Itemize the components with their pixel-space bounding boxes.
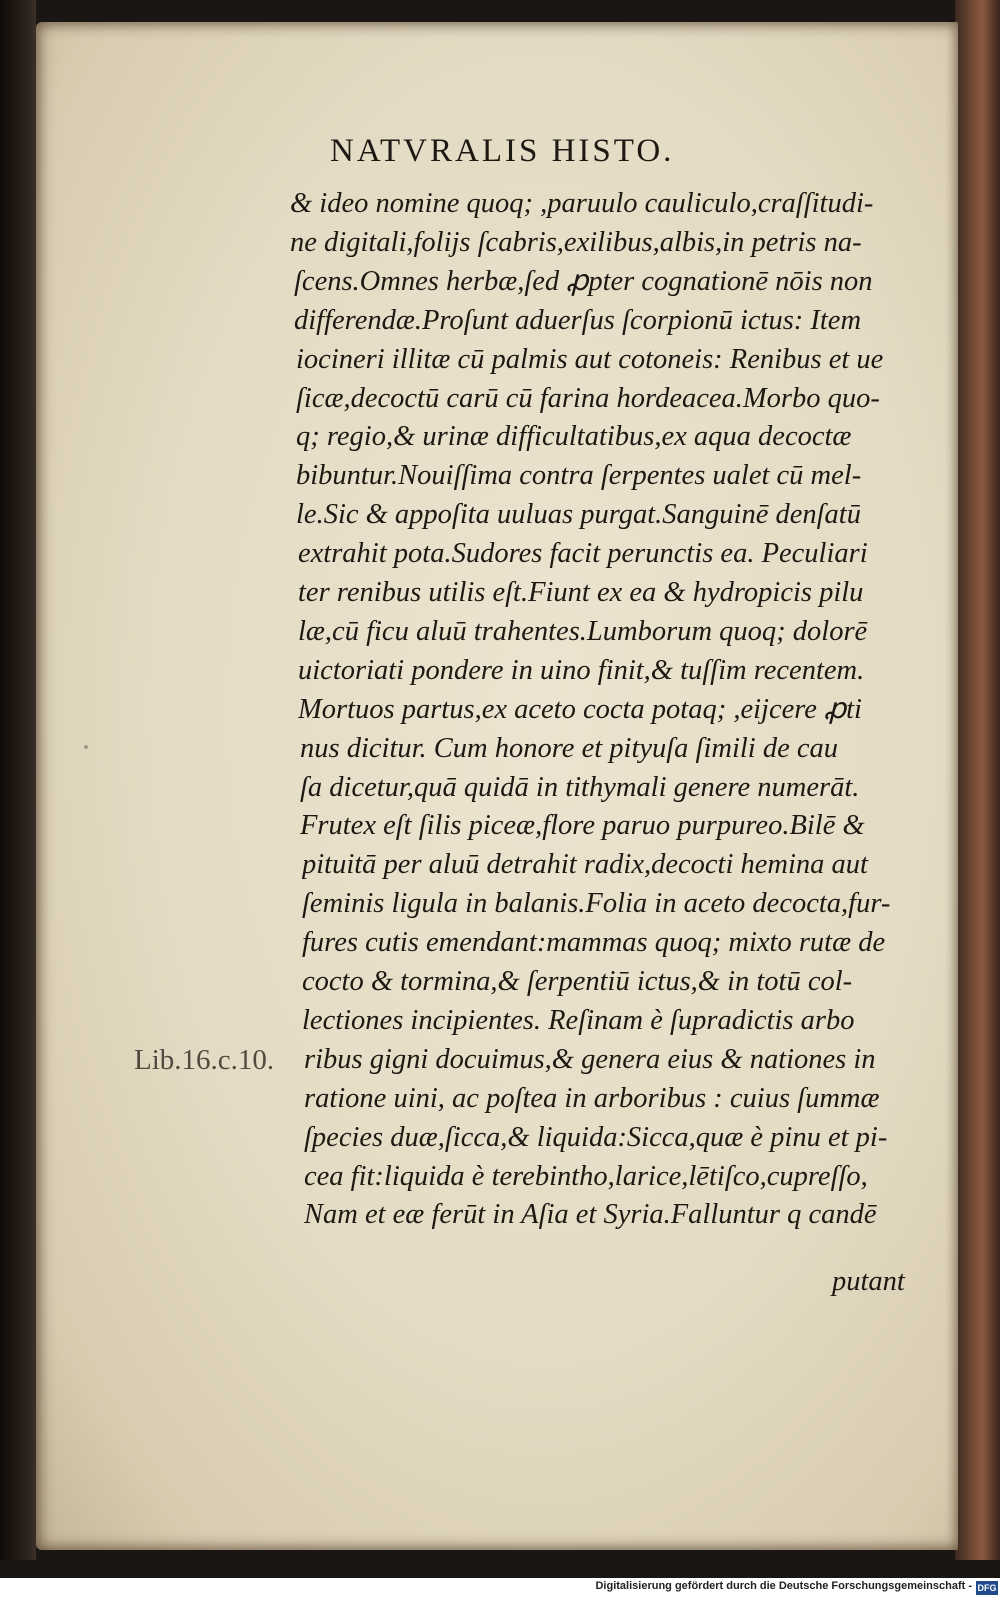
text-line: nus dicitur. Cum honore et pityuſa ſimili de cau	[300, 732, 839, 764]
text-line: Frutex eſt ſilis piceæ,flore paruo purpureo.Bilē &	[300, 810, 865, 842]
text-line: ſicæ,decoctū carū cū farina hordeacea.Morbo quo-	[296, 382, 880, 414]
footer-bar	[0, 1578, 1000, 1600]
text-line: differendæ.Proſunt aduerſus ſcorpionū ictus: Item	[294, 304, 862, 336]
text-line: ſa dicetur,quā quidā in tithymali genere numerāt.	[300, 771, 860, 803]
text-line: ſeminis ligula in balanis.Folia in aceto decocta,fur-	[302, 888, 891, 920]
text-line: fures cutis emendant:mammas quoq; mixto rutæ de	[302, 927, 886, 959]
text-line: ne digitali,folijs ſcabris,exilibus,albis,in petris na-	[290, 226, 862, 258]
text-line: læ,cū ficu aluū trahentes.Lumborum quoq; dolorē	[298, 615, 868, 647]
marginal-note: Lib.16.c.10.	[134, 1044, 275, 1076]
text-line: cea fit:liquida è terebintho,larice,lētiſco,cupreſſo,	[304, 1160, 868, 1192]
text-line: Nam et eæ ferūt in Aſia et Syria.Falluntur q candē	[304, 1199, 877, 1231]
footer-credit: Digitalisierung gefördert durch die Deutsche Forschungsgemeinschaft -	[595, 1580, 972, 1592]
text-line: pituitā per aluū detrahit radix,decocti hemina aut	[302, 849, 868, 881]
text-line: iocineri illitæ cū palmis aut cotoneis: Renibus et ue	[296, 343, 884, 375]
text-line: le.Sic & appoſita uuluas purgat.Sanguinē denſatū	[296, 499, 861, 531]
text-line: extrahit pota.Sudores facit perunctis ea. Peculiari	[298, 538, 868, 570]
catchword: putant	[832, 1266, 905, 1297]
text-line: ter renibus utilis eſt.Fiunt ex ea & hydropicis pilu	[298, 577, 864, 608]
text-line: lectiones incipientes. Reſinam è ſupradictis arbo	[302, 1004, 855, 1036]
page-edge-right	[955, 0, 1000, 1560]
text-line: ribus gigni docuimus,& genera eius & nationes in	[304, 1043, 876, 1075]
running-head: NATVRALIS HISTO.	[330, 133, 675, 169]
text-line: ratione uini, ac poſtea in arboribus : cuius ſummæ	[304, 1082, 880, 1114]
text-line: ſcens.Omnes herbæ,ſed ꝓpter cognationē nōis non	[294, 265, 873, 297]
text-line: bibuntur.Nouiſſima contra ſerpentes ualet cū mel-	[296, 460, 862, 492]
dfg-logo: DFG	[977, 1583, 997, 1593]
book-spine-shadow	[0, 0, 36, 1560]
text-line: ſpecies duæ,ſicca,& liquida:Sicca,quæ è pinu et pi-	[304, 1121, 888, 1153]
text-line: & ideo nomine quoq; ,paruulo cauliculo,craſſitudi-	[290, 188, 874, 219]
text-line: Mortuos partus,ex aceto cocta potaq; ,eijcere ꝓti	[298, 693, 862, 725]
text-line: uictoriati pondere in uino finit,& tuſſim recentem.	[298, 654, 865, 686]
text-line: q; regio,& urinæ difficultatibus,ex aqua decoctæ	[296, 421, 852, 453]
text-line: cocto & tormina,& ſerpentiū ictus,& in totū col-	[302, 966, 853, 997]
margin-speck	[84, 745, 88, 749]
